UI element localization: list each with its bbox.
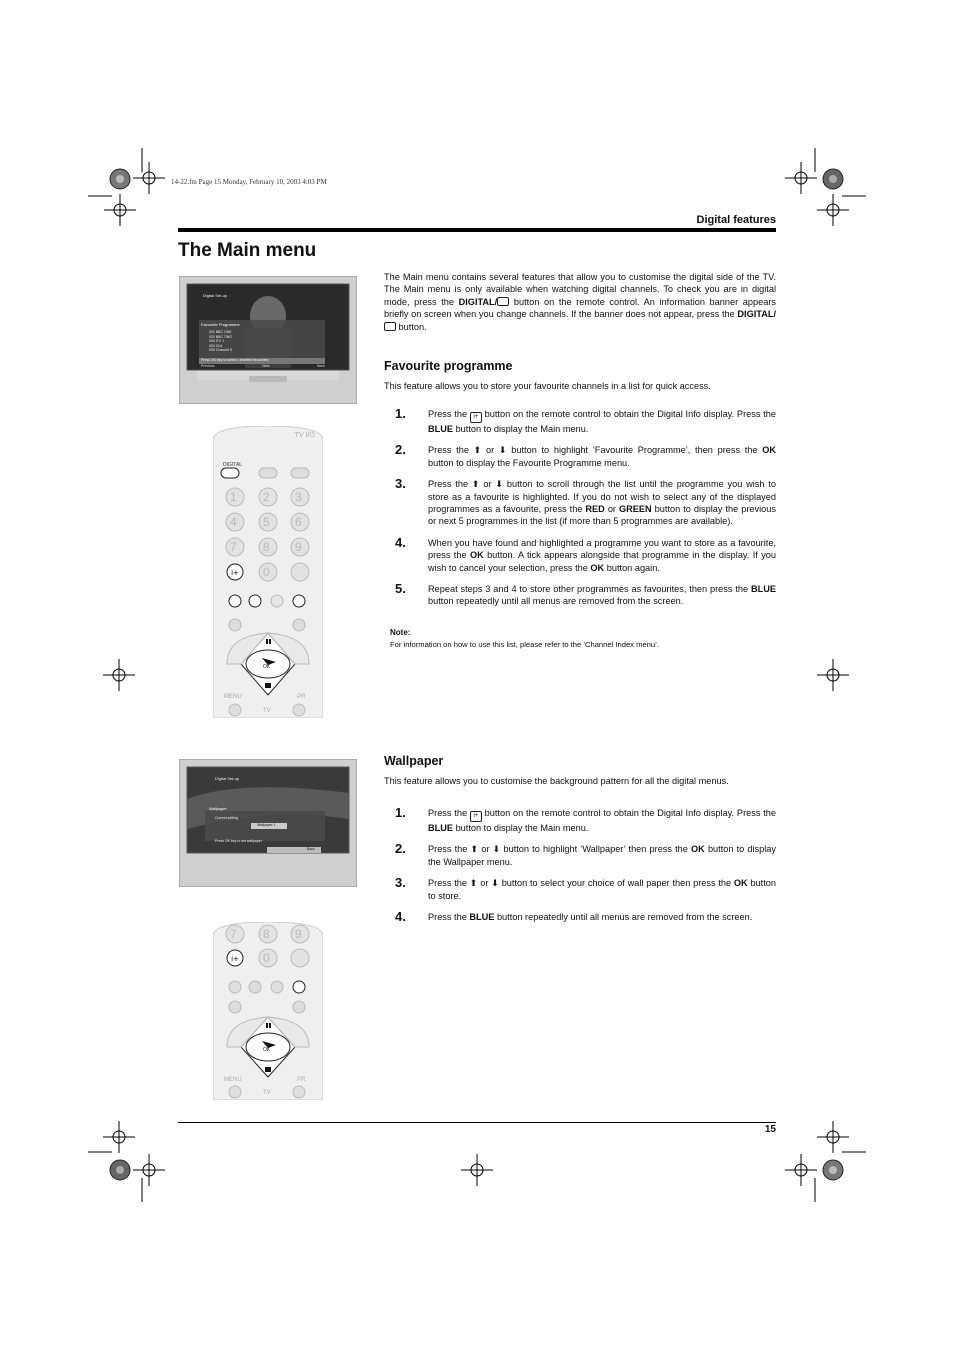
digit-button-0: 0 — [263, 565, 270, 579]
tv-screenshot-favourite — [179, 276, 357, 404]
tv-icon — [384, 322, 396, 331]
list-item: 5. Repeat steps 3 and 4 to store other programmes as favourites, then press the BLUE button repeatedly until all menus are removed from the screen. — [395, 581, 776, 607]
tv-menu-title: Digital Set-up — [203, 293, 228, 298]
list-item: 4. Press the BLUE button repeatedly until all menus are removed from the screen. — [395, 909, 753, 925]
wallpaper-description: This feature allows you to customise the background pattern for all the digital menus. — [384, 776, 729, 786]
list-item: 4. When you have found and highlighted a programme you want to store as a favourite, press the OK button. A tick appears alongside that programme in the display. If you wish to cancel your selection, press the OK button again. — [395, 534, 777, 573]
tv-field-label: Current setting — [215, 816, 238, 820]
list-item: 3. Press the ⬆ or ⬇ button to select your choice of wall paper then press the OK button to store. — [395, 875, 776, 901]
list-item: 005 Channel 5 — [209, 348, 232, 353]
digit-button-2: 2 — [263, 490, 270, 504]
tv-button-back: Back — [317, 364, 325, 368]
arrow-down-icon: ⬇ — [492, 844, 501, 855]
favourite-steps — [384, 408, 776, 617]
page-title: The Main menu — [178, 240, 317, 261]
note-label: Note: — [390, 628, 411, 637]
intro-paragraph: The Main menu contains several features that allow you to customise the digital side of the TV. The Main menu is only available when watching digital channels. To check you are in digital mode, press the DIGITAL/ button on the remote control. An information banner appears briefly on screen when you change channels. If the banner does not appear, press the DIGITAL/ button. — [384, 272, 776, 332]
tv-button-back: Back — [307, 847, 315, 851]
list-item: 002 BBC TWO — [209, 334, 233, 339]
remote-tv-label: TV — [263, 1090, 271, 1096]
wallpaper-steps — [384, 807, 776, 932]
tv-icon — [497, 297, 509, 306]
list-item: 1. Press the i+ button on the remote control to obtain the Digital Info display. Press the BLUE button to display the Main menu. — [395, 805, 776, 833]
favourite-description: This feature allows you to store your favourite channels in a list for quick access. — [384, 381, 711, 391]
digit-button-8: 8 — [263, 927, 270, 941]
arrow-up-icon: ⬆ — [469, 878, 478, 889]
print-header: 14-22.fm Page 15 Monday, February 10, 2003 4:03 PM — [171, 178, 327, 186]
tv-hint: Press OK key to select / deselect favourites — [201, 358, 269, 362]
tv-hint: Press OK key to set wallpaper — [215, 839, 262, 843]
remote-tv-label: TV — [263, 708, 271, 714]
arrow-down-icon: ⬇ — [495, 479, 504, 490]
digit-button-3: 3 — [295, 490, 302, 504]
arrow-up-icon: ⬆ — [473, 445, 482, 456]
info-button-icon: i+ — [470, 412, 482, 423]
arrow-up-icon: ⬆ — [470, 844, 479, 855]
tv-menu-title: Digital Set-up — [215, 776, 240, 781]
section-label: Digital features — [696, 214, 776, 226]
wallpaper-heading: Wallpaper — [384, 754, 444, 768]
tv-submenu-title: Favourite Programme — [201, 322, 240, 327]
list-item: 2. Press the ⬆ or ⬇ button to highlight ‘Wallpaper’ then press the OK button to display the Wallpaper menu. — [395, 841, 776, 867]
digit-button-8: 8 — [263, 540, 270, 554]
remote-ok-label: OK — [263, 1047, 271, 1053]
tv-submenu-title: Wallpaper — [209, 806, 227, 811]
list-item: 001 BBC ONE — [209, 330, 232, 334]
list-item: 1. Press the i+ button on the remote control to obtain the Digital Info display. Press the BLUE button to display the Main menu. — [395, 406, 776, 434]
tv-button-previous: Previous — [201, 364, 215, 368]
digit-button-9: 9 — [295, 540, 302, 554]
digit-button-4: 4 — [230, 515, 237, 529]
tv-buttons — [201, 364, 325, 368]
tv-button-next: Next — [262, 364, 270, 368]
digit-button-5: 5 — [263, 515, 270, 529]
tv-channel-list — [209, 330, 232, 353]
list-item: 3. Press the ⬆ or ⬇ button to scroll through the list until the programme you wish to store as a favourite is highlighted. If you do not wish to select any of the displayed programmes as a favourite, press the RED or GREEN button to display the previous or next 5 programmes in the list (if more than 5 programmes are available). — [395, 476, 776, 527]
info-button-icon: i+ — [470, 811, 482, 822]
svg-text:i+: i+ — [231, 955, 239, 963]
remote-control-1 — [213, 426, 323, 718]
digit-button-7: 7 — [230, 540, 237, 554]
arrow-down-icon: ⬇ — [498, 445, 507, 456]
remote-menu-label: MENU — [224, 1077, 242, 1083]
list-item: 2. Press the ⬆ or ⬇ button to highlight ‘Favourite Programme’, then press the OK button to display the Favourite Programme menu. — [395, 442, 776, 468]
tv-field-value: Wallpaper 1 — [257, 823, 276, 827]
remote-digital-label: DIGITAL — [223, 462, 243, 468]
remote-control-2 — [213, 922, 323, 1100]
page-number: 15 — [764, 1124, 776, 1135]
arrow-down-icon: ⬇ — [491, 878, 499, 889]
svg-text:i+: i+ — [231, 569, 239, 577]
remote-pr-label: PR — [297, 1077, 306, 1083]
digit-button-6: 6 — [295, 515, 302, 529]
remote-body — [213, 922, 323, 1100]
list-item: 004 Ch4 — [209, 343, 223, 348]
digit-button-9: 9 — [295, 927, 302, 941]
remote-power-label: TV I/⏻ — [294, 432, 315, 439]
note-text: For information on how to use this list, please refer to the ‘Channel Index menu’. — [390, 640, 659, 649]
remote-menu-label: MENU — [224, 694, 242, 700]
top-rule — [178, 228, 776, 232]
digit-button-1: 1 — [230, 490, 237, 504]
list-item: 003 ITV 1 — [209, 339, 225, 344]
remote-pr-label: PR — [297, 694, 306, 700]
favourite-heading: Favourite programme — [384, 359, 513, 373]
bottom-rule — [178, 1122, 776, 1123]
digit-button-7: 7 — [230, 927, 237, 941]
remote-ok-label: OK — [263, 664, 271, 670]
digit-button-0: 0 — [263, 951, 270, 965]
arrow-up-icon: ⬆ — [471, 479, 480, 490]
tv-screenshot-wallpaper — [179, 759, 357, 887]
